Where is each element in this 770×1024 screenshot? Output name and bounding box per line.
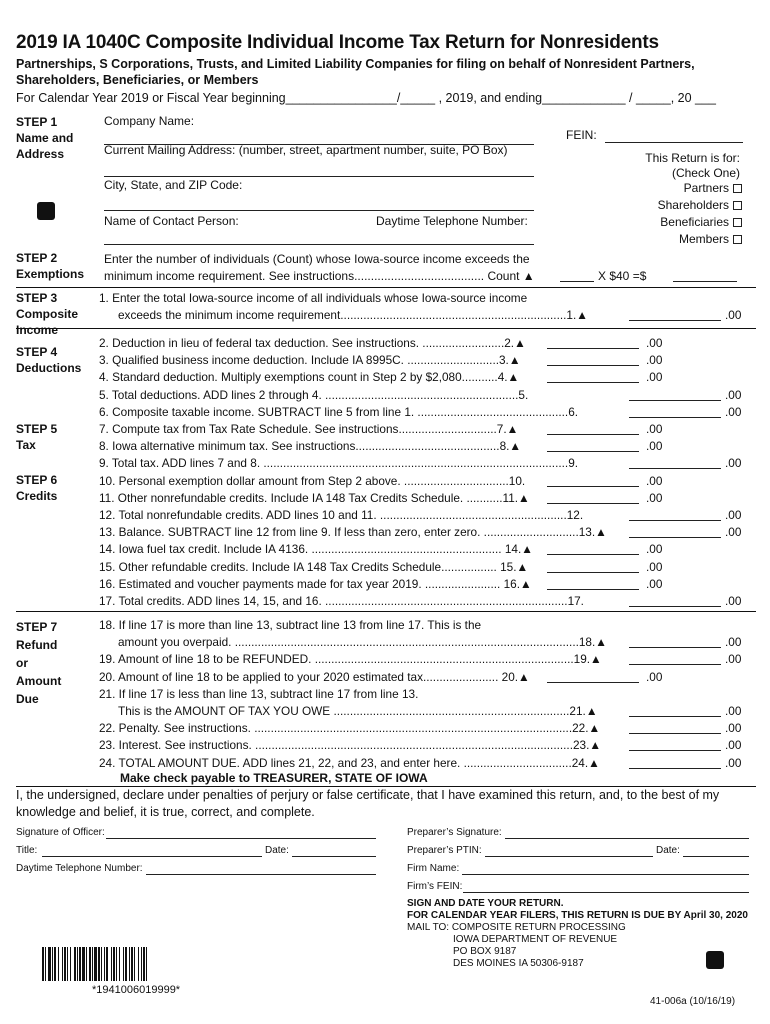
signature-officer-label: Signature of Officer: <box>16 827 105 838</box>
lines-cents: .00 <box>646 336 663 350</box>
lines-amount-field[interactable] <box>629 526 721 538</box>
preparer-date-field[interactable] <box>683 856 749 857</box>
lines7-cents: .00 <box>725 652 742 667</box>
step3-label: STEP 3 Composite Income <box>16 291 79 337</box>
lines7-amount-field[interactable] <box>629 705 721 717</box>
lines7-amount-field[interactable] <box>629 722 721 734</box>
option-beneficiaries-label: Beneficiaries <box>660 215 729 229</box>
line1-cents: .00 <box>725 308 742 322</box>
barcode-bar <box>147 947 149 981</box>
step7-label: STEP 7 Refund or Amount Due <box>16 620 62 706</box>
fein-field[interactable] <box>605 142 743 143</box>
fein-label: FEIN: <box>566 128 597 142</box>
mailing-address-field[interactable] <box>104 176 534 177</box>
lines-cents: .00 <box>646 473 663 488</box>
company-name-label: Company Name: <box>104 114 195 128</box>
lines7-cents: .00 <box>646 669 663 684</box>
multiplier-label: X $40 =$ <box>598 269 647 283</box>
firm-name-field[interactable] <box>462 874 749 875</box>
lines7-line-text: amount you overpaid. .........................................................................................................18.▲ <box>118 635 607 650</box>
lines-amount-field[interactable] <box>547 371 639 383</box>
lines-amount-field[interactable] <box>547 475 639 487</box>
lines-amount-field[interactable] <box>547 492 639 504</box>
lines-cents: .00 <box>725 387 742 402</box>
officer-phone-field[interactable] <box>146 874 376 875</box>
option-partners-label: Partners <box>683 181 729 195</box>
lines7-line-text: 23. Interest. See instructions. .................................................................................................23.▲ <box>99 738 602 753</box>
form-subtitle: Partnerships, S Corporations, Trusts, and Limited Liability Companies for filing on behalf of Nonresident Partners, Shareholders, Beneficiaries, or Members <box>16 57 695 87</box>
mail-address-line4: DES MOINES IA 50306-9187 <box>453 958 584 969</box>
barcode-text: *1941006019999* <box>92 984 181 996</box>
return-for-label: This Return is for: <box>645 151 740 165</box>
lines-line-text: 16. Estimated and voucher payments made for tax year 2019. ....................... 16.▲ <box>99 576 532 591</box>
lines-cents: .00 <box>646 370 663 385</box>
lines-line-text: 12. Total nonrefundable credits. ADD lines 10 and 11. .........................................................12. <box>99 508 584 522</box>
lines-amount-field[interactable] <box>547 578 639 590</box>
lines7-cents: .00 <box>725 635 742 650</box>
lines7-cents: .00 <box>725 738 742 753</box>
lines-amount-field[interactable] <box>547 440 639 452</box>
lines-line-text: 3. Qualified business income deduction. Include IA 8995C. ............................3.▲ <box>99 353 521 368</box>
step5-label: STEP 5 Tax <box>16 422 58 452</box>
registration-mark <box>37 202 55 220</box>
members-checkbox[interactable] <box>733 235 742 244</box>
partners-checkbox[interactable] <box>733 184 742 193</box>
firm-fein-field[interactable] <box>463 892 749 893</box>
lines-line-text: 6. Composite taxable income. SUBTRACT line 5 from line 1. ..............................................6. <box>99 404 579 419</box>
beneficiaries-checkbox[interactable] <box>733 218 742 227</box>
step1-label: STEP 1 Name and Address <box>16 115 74 161</box>
lines7-line-text: 20. Amount of line 18 to be applied to your 2020 estimated tax....................... 20.▲ <box>99 669 530 684</box>
preparer-ptin-field[interactable] <box>485 856 653 857</box>
lines-line-text: 13. Balance. SUBTRACT line 12 from line 9. If less than zero, enter zero. .............................13.▲ <box>99 525 607 540</box>
lines-amount-field[interactable] <box>629 509 721 521</box>
make-check-payable: Make check payable to TREASURER, STATE OF IOWA <box>120 771 428 785</box>
preparer-signature-field[interactable] <box>505 838 749 839</box>
step2-label: STEP 2 Exemptions <box>16 251 85 281</box>
lines-line-text: 14. Iowa fuel tax credit. Include IA 4136. .......................................................... 14.▲ <box>99 542 533 557</box>
lines-amount-field[interactable] <box>547 543 639 555</box>
lines-cents: .00 <box>646 422 663 436</box>
lines7-amount-field[interactable] <box>629 757 721 769</box>
officer-date-label: Date: <box>265 845 289 856</box>
lines7-line-text: 21. If line 17 is less than line 13, subtract line 17 from line 13. <box>99 686 419 701</box>
lines-line-text: 4. Standard deduction. Multiply exemptions count in Step 2 by $2,080...........4.▲ <box>99 370 520 385</box>
lines-cents: .00 <box>646 542 663 557</box>
preparer-signature-label: Preparer’s Signature: <box>407 827 502 838</box>
firm-name-label: Firm Name: <box>407 863 460 874</box>
contact-phone-field[interactable] <box>104 244 534 245</box>
lines-cents: .00 <box>725 456 742 471</box>
option-shareholders[interactable] <box>658 198 742 212</box>
lines-line-text: 17. Total credits. ADD lines 14, 15, and 16. ..........................................................................17. <box>99 594 584 608</box>
lines-line-text: 11. Other nonrefundable credits. Include IA 148 Tax Credits Schedule. ...........11.▲ <box>99 490 530 505</box>
lines-amount-field[interactable] <box>547 337 639 349</box>
due-date-note: FOR CALENDAR YEAR FILERS, THIS RETURN IS DUE BY April 30, 2020 <box>407 910 748 921</box>
lines-line-text: 9. Total tax. ADD lines 7 and 8. .............................................................................................9. <box>99 456 579 471</box>
lines-line-text: 8. Iowa alternative minimum tax. See instructions............................................8.▲ <box>99 439 522 454</box>
preparer-date-label: Date: <box>656 845 680 856</box>
lines-cents: .00 <box>646 490 663 505</box>
exemption-count-field[interactable] <box>560 270 594 282</box>
signature-officer-field[interactable] <box>106 838 376 839</box>
section-divider <box>16 287 756 288</box>
exemption-amount-field[interactable] <box>673 270 737 282</box>
title-field[interactable] <box>42 856 262 857</box>
lines7-line-text: This is the AMOUNT OF TAX YOU OWE ........................................................................21.▲ <box>118 704 598 718</box>
option-members[interactable] <box>679 232 742 246</box>
lines7-cents: .00 <box>725 704 742 718</box>
officer-phone-label: Daytime Telephone Number: <box>16 863 143 874</box>
step4-label: STEP 4 Deductions <box>16 345 82 375</box>
lines7-cents: .00 <box>725 721 742 736</box>
city-state-zip-field[interactable] <box>104 210 534 211</box>
lines-amount-field[interactable] <box>629 457 721 469</box>
title-label: Title: <box>16 845 38 856</box>
daytime-phone-label: Daytime Telephone Number: <box>376 214 528 228</box>
lines7-amount-field[interactable] <box>547 671 639 683</box>
step2-text-b: minimum income requirement. See instructions....................................... Count ▲ <box>104 269 535 283</box>
line1-amount-field[interactable] <box>629 309 721 321</box>
preparer-ptin-label: Preparer’s PTIN: <box>407 845 482 856</box>
section-divider <box>16 328 756 329</box>
lines-line-text: 10. Personal exemption dollar amount from Step 2 above. ................................10. <box>99 473 526 488</box>
lines7-cents: .00 <box>725 755 742 770</box>
mail-to-line: MAIL TO: COMPOSITE RETURN PROCESSING <box>407 922 626 933</box>
mail-address-line3: PO BOX 9187 <box>453 946 517 957</box>
lines-amount-field[interactable] <box>629 389 721 401</box>
lines-cents: .00 <box>725 404 742 419</box>
lines-amount-field[interactable] <box>629 406 721 418</box>
lines-cents: .00 <box>646 576 663 591</box>
lines-cents: .00 <box>646 439 663 454</box>
sign-and-date-note: SIGN AND DATE YOUR RETURN. <box>407 898 564 909</box>
lines7-amount-field[interactable] <box>629 739 721 751</box>
option-beneficiaries[interactable] <box>660 215 742 229</box>
registration-mark <box>706 951 724 969</box>
lines7-line-text: 24. TOTAL AMOUNT DUE. ADD lines 21, 22, and 23, and enter here. .................................24.▲ <box>99 755 600 770</box>
option-partners[interactable] <box>684 181 742 195</box>
lines-line-text: 2. Deduction in lieu of federal tax deduction. See instructions. .........................2.▲ <box>99 336 526 350</box>
line1-text-a: 1. Enter the total Iowa-source income of all individuals whose Iowa-source income <box>99 291 528 305</box>
lines-cents: .00 <box>725 594 742 608</box>
option-shareholders-label: Shareholders <box>657 198 729 212</box>
lines7-line-text: 19. Amount of line 18 to be REFUNDED. ...............................................................................19.▲ <box>99 652 602 667</box>
lines7-line-text: 22. Penalty. See instructions. .................................................................................................22.▲ <box>99 721 601 736</box>
lines7-amount-field[interactable] <box>629 636 721 648</box>
form-title: 2019 IA 1040C Composite Individual Income Tax Return for Nonresidents <box>16 32 659 53</box>
calendar-year-line[interactable]: For Calendar Year 2019 or Fiscal Year beginning________________/_____ , 2019, and ending____________ / _____, 20 ___ <box>16 91 716 105</box>
lines-line-text: 5. Total deductions. ADD lines 2 through 4. ...........................................................5. <box>99 387 529 402</box>
lines7-amount-field[interactable] <box>629 653 721 665</box>
lines7-line-text: 18. If line 17 is more than line 13, subtract line 13 from line 17. This is the <box>99 618 482 632</box>
lines-cents: .00 <box>646 353 663 368</box>
contact-person-label: Name of Contact Person: <box>104 214 239 228</box>
line1-text-b: exceeds the minimum income requirement.....................................................................1.▲ <box>118 308 588 322</box>
lines-cents: .00 <box>725 525 742 540</box>
officer-date-field[interactable] <box>292 856 376 857</box>
check-one-label: (Check One) <box>671 166 740 180</box>
lines-line-text: 15. Other refundable credits. Include IA 148 Tax Credits Schedule................. 15.▲ <box>99 559 529 574</box>
lines-amount-field[interactable] <box>547 423 639 435</box>
lines-amount-field[interactable] <box>547 354 639 366</box>
declaration-text: I, the undersigned, declare under penalties of perjury or false certificate, that I have examined this return, and, to the best of my knowledge and belief, it is true, correct, and complete. <box>16 788 720 819</box>
lines-cents: .00 <box>725 508 742 522</box>
option-members-label: Members <box>678 232 729 246</box>
form-number: 41-006a (10/16/19) <box>650 996 736 1007</box>
mail-address-line2: IOWA DEPARTMENT OF REVENUE <box>453 934 618 945</box>
section-divider <box>16 611 756 612</box>
lines-amount-field[interactable] <box>547 561 639 573</box>
mailing-address-label: Current Mailing Address: (number, street, apartment number, suite, PO Box) <box>104 143 508 157</box>
firm-fein-label: Firm’s FEIN: <box>407 881 463 892</box>
barcode <box>42 947 210 981</box>
step6-label: STEP 6 Credits <box>16 473 58 503</box>
step2-text-a: Enter the number of individuals (Count) whose Iowa-source income exceeds the <box>104 252 530 266</box>
lines-cents: .00 <box>646 559 663 574</box>
lines-line-text: 7. Compute tax from Tax Rate Schedule. See instructions..............................7.▲ <box>99 422 519 436</box>
city-state-zip-label: City, State, and ZIP Code: <box>104 178 243 192</box>
shareholders-checkbox[interactable] <box>733 201 742 210</box>
lines-amount-field[interactable] <box>629 595 721 607</box>
